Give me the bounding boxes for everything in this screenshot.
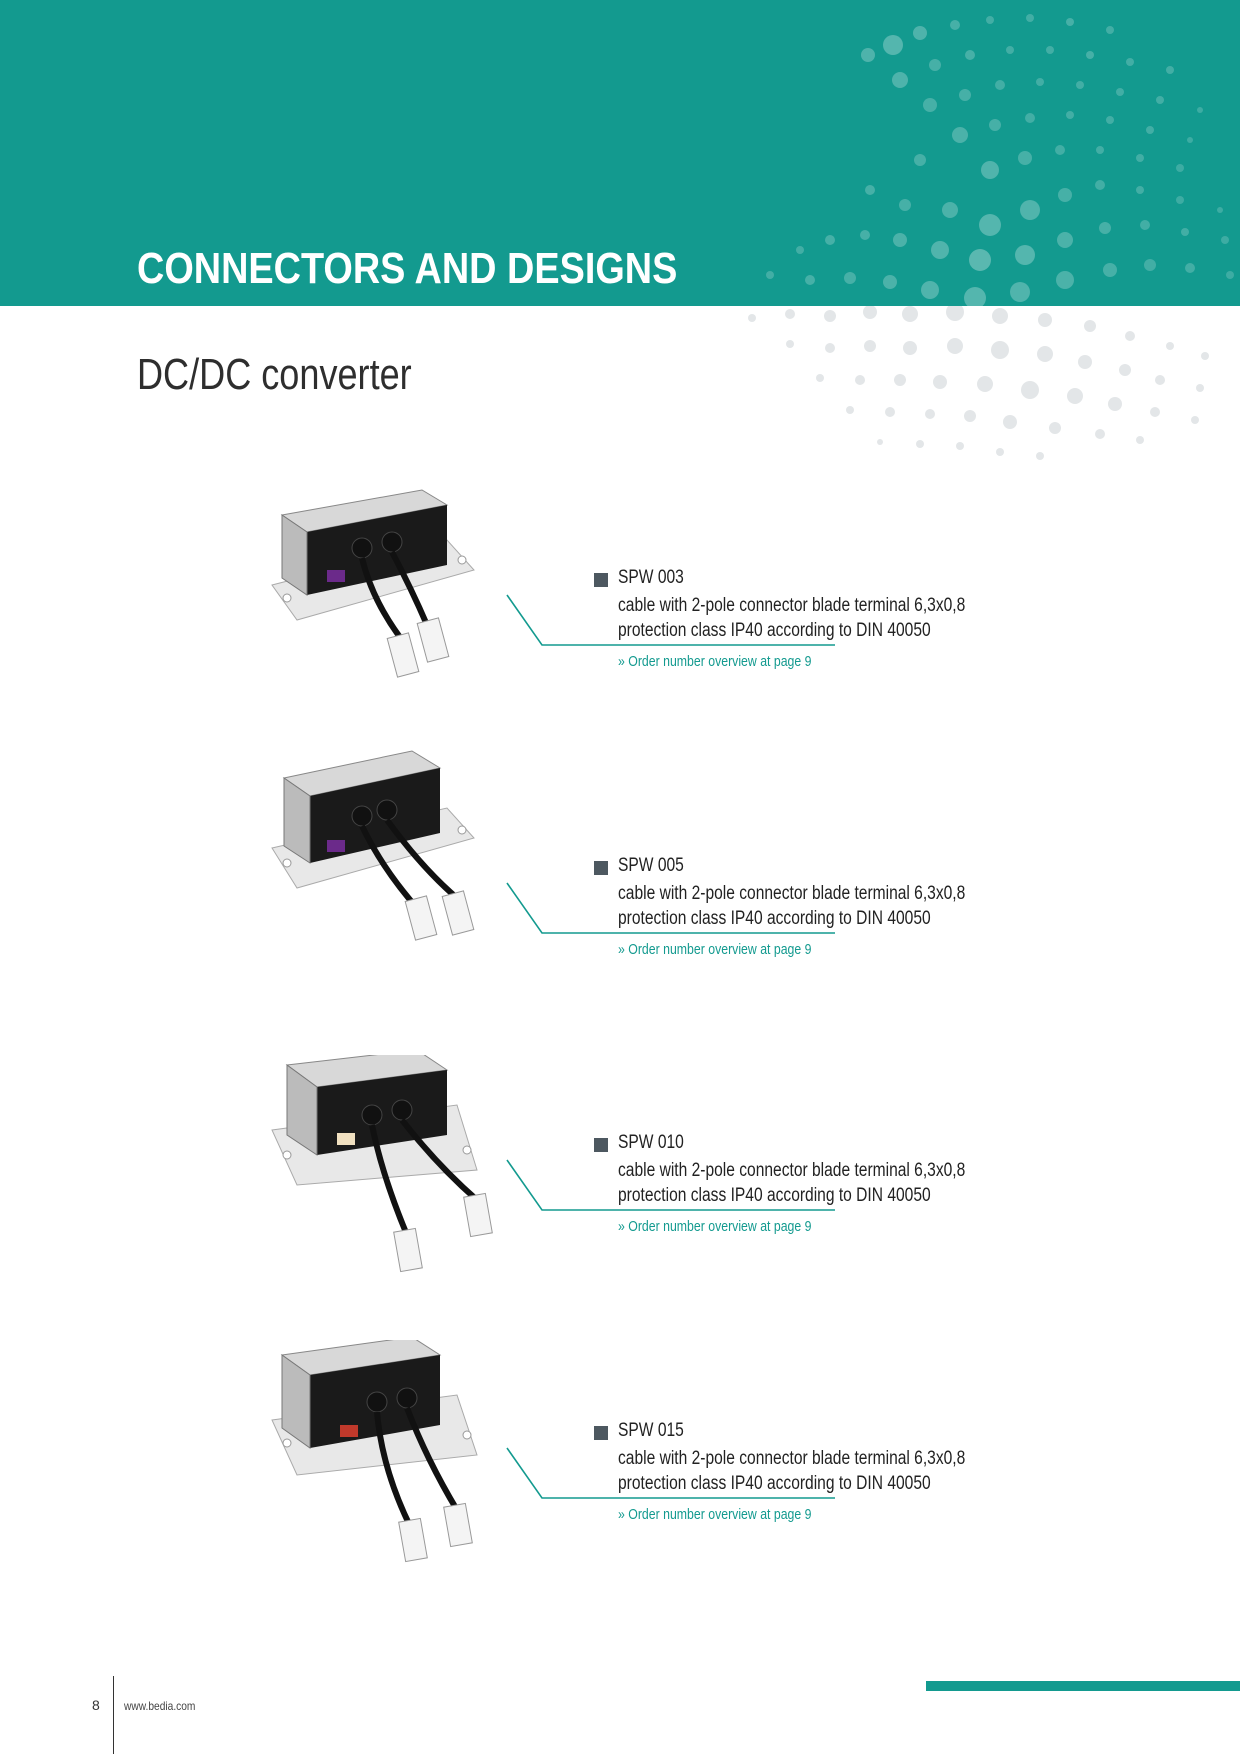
bullet-square-icon xyxy=(594,861,608,875)
product-info xyxy=(594,1420,1018,1523)
product-description-line2: protection class IP40 according to DIN 40050 xyxy=(618,1185,931,1206)
order-number-link[interactable]: » Order number overview at page 9 xyxy=(618,941,812,958)
product-entry xyxy=(0,748,1240,988)
product-code: SPW 015 xyxy=(618,1420,684,1441)
product-description-line2: protection class IP40 according to DIN 40050 xyxy=(618,908,931,929)
bullet-square-icon xyxy=(594,1138,608,1152)
website-link[interactable]: www.bedia.com xyxy=(124,1699,196,1713)
product-code-row xyxy=(594,855,1018,881)
footer-divider xyxy=(113,1676,114,1754)
product-description-line1: cable with 2-pole connector blade terminal 6,3x0,8 xyxy=(618,1160,966,1181)
product-entry xyxy=(0,480,1240,720)
header-band xyxy=(0,0,1240,306)
order-number-link[interactable]: » Order number overview at page 9 xyxy=(618,653,812,670)
order-number-link[interactable]: » Order number overview at page 9 xyxy=(618,1218,812,1235)
product-info xyxy=(594,1132,1018,1235)
product-info xyxy=(594,855,1018,958)
product-description-line1: cable with 2-pole connector blade terminal 6,3x0,8 xyxy=(618,595,966,616)
page-title: DC/DC converter xyxy=(137,350,412,399)
bullet-square-icon xyxy=(594,573,608,587)
page-number: 8 xyxy=(92,1697,100,1713)
product-description-line1: cable with 2-pole connector blade terminal 6,3x0,8 xyxy=(618,883,966,904)
product-description-line1: cable with 2-pole connector blade terminal 6,3x0,8 xyxy=(618,1448,966,1469)
product-code-row xyxy=(594,567,1018,593)
product-info xyxy=(594,567,1018,670)
product-code-row xyxy=(594,1420,1018,1446)
product-entry xyxy=(0,1055,1240,1295)
section-title: CONNECTORS AND DESIGNS xyxy=(137,244,678,293)
product-code: SPW 003 xyxy=(618,567,684,588)
product-code-row xyxy=(594,1132,1018,1158)
order-number-link[interactable]: » Order number overview at page 9 xyxy=(618,1506,812,1523)
product-description-line2: protection class IP40 according to DIN 40050 xyxy=(618,1473,931,1494)
product-code: SPW 010 xyxy=(618,1132,684,1153)
product-entry xyxy=(0,1340,1240,1580)
footer-accent-bar xyxy=(926,1681,1240,1691)
dot-pattern-decoration-lower xyxy=(0,306,1240,506)
product-description-line2: protection class IP40 according to DIN 40050 xyxy=(618,620,931,641)
bullet-square-icon xyxy=(594,1426,608,1440)
product-code: SPW 005 xyxy=(618,855,684,876)
